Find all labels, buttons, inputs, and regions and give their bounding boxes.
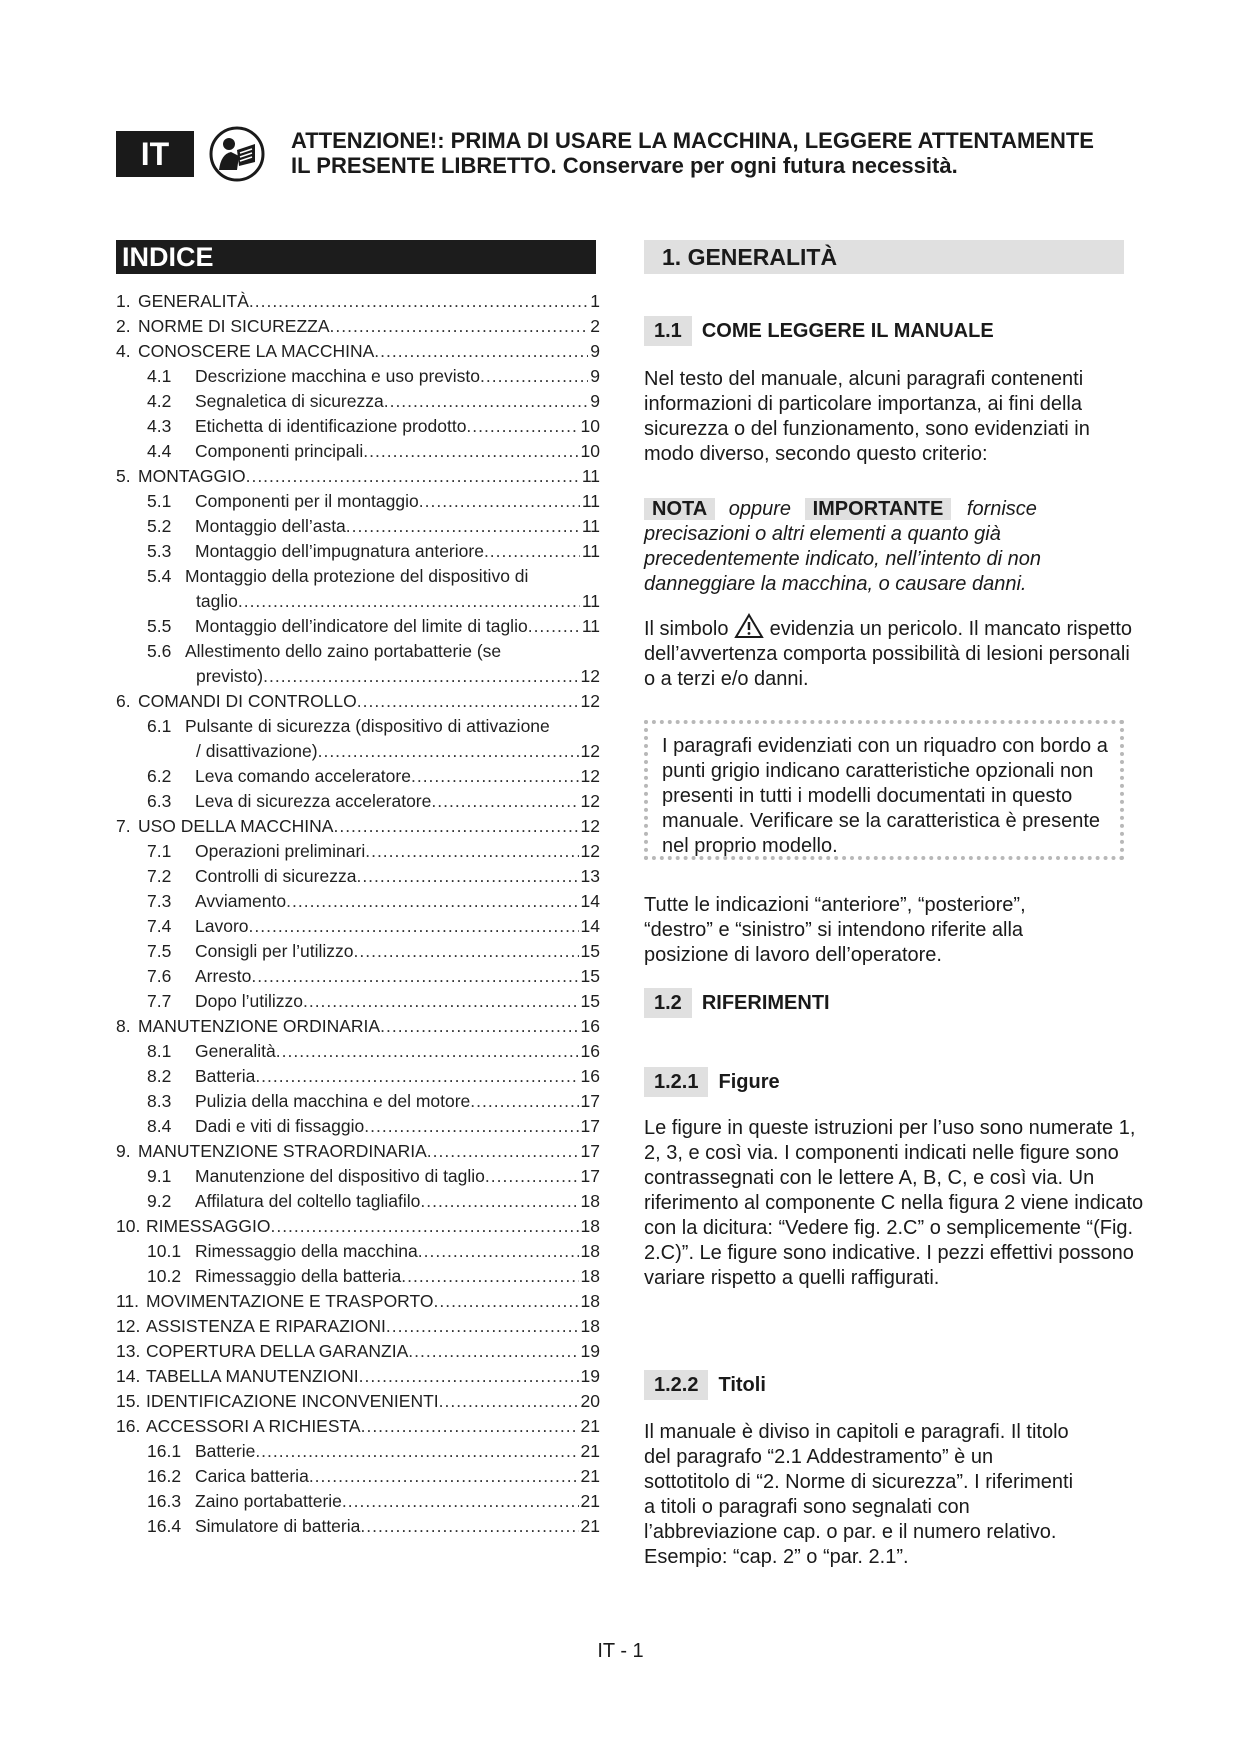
toc-entry-number: 8.2 [147,1066,172,1086]
toc-entry [116,839,600,864]
toc-entry-title: Operazioni preliminari [195,841,366,861]
toc-entry-page: 17 [580,1116,600,1136]
nota-paragraph [644,497,1134,597]
toc-entry-number: 4.3 [147,416,172,436]
toc-entry-number: 7.5 [147,941,172,961]
toc-entry [116,389,600,414]
toc-entry-number: 4. [116,341,131,361]
toc-entry-title: Montaggio dell’impugnatura anteriore [195,541,484,561]
toc-entry-title: Lavoro [195,916,249,936]
toc-entry-number: 10.2 [147,1266,182,1286]
toc-entry-title: CONOSCERE LA MACCHINA [138,341,375,361]
toc-entry-number: 16.2 [147,1466,182,1486]
toc-entry-page: 11 [581,491,600,511]
toc-entry-number: 5.2 [147,516,172,536]
toc-leader-dots [528,614,580,639]
toc-entry-title: Manutenzione del dispositivo di taglio [195,1166,485,1186]
toc-leader-dots [401,1264,578,1289]
toc-leader-dots [411,764,579,789]
toc-entry-page: 11 [581,541,600,561]
toc-leader-dots [431,789,578,814]
toc-entry-page: 11 [581,591,600,611]
toc-leader-dots [342,1489,579,1514]
toc-entry-number: 13. [116,1341,141,1361]
toc-leader-dots [363,439,578,464]
toc-entry [116,1014,600,1039]
toc-entry-page: 10 [580,416,600,436]
toc-entry-number: 8. [116,1016,131,1036]
toc-entry-page: 17 [580,1141,600,1161]
toc-entry-number: 2. [116,316,131,336]
toc-entry-number: 4.2 [147,391,172,411]
toc-entry-number: 14. [116,1366,141,1386]
toc-entry [116,989,600,1014]
toc-entry-number: 9.2 [147,1191,172,1211]
toc-entry-title: MONTAGGIO [138,466,246,486]
toc-entry-title: Pulizia della macchina e del motore [195,1091,471,1111]
toc-entry [116,864,600,889]
toc-entry-title: COMANDI DI CONTROLLO [138,691,357,711]
toc-entry-title: Affilatura del coltello tagliafilo [195,1191,421,1211]
toc-leader-dots [364,1114,578,1139]
toc-entry-title: Componenti per il montaggio [195,491,419,511]
toc-entry-title: Batterie [195,1441,256,1461]
toc-entry [116,364,600,389]
nota-text-rest: precisazioni o altri elementi a quanto già precedentemente indicato, nell’intento di non danneggiare la macchina, o causare danni. [644,523,1041,595]
page-number: IT - 1 [597,1640,644,1662]
symbol-text-after: evidenzia un pericolo. Il mancato rispetto dell’avvertenza comporta possibilità di lesioni personali o a terzi e/o danni. [644,618,1133,690]
toc-entry-number: 6.3 [147,791,172,811]
toc-leader-dots [255,1064,578,1089]
toc-entry-page: 2 [590,316,600,336]
directions-paragraph: Tutte le indicazioni “anteriore”, “posteriore”, “destro” e “sinistro” si intendono riferite alla posizione di lavoro dell’operatore. [644,894,1026,966]
subsection-number: 1.1 [644,316,692,346]
toc-leader-dots [318,739,579,764]
toc-entry-number: 7.6 [147,966,172,986]
toc-leader-dots [427,1139,579,1164]
read-manual-icon [209,126,265,182]
toc-entry [116,1439,600,1464]
toc-leader-dots [466,414,578,439]
toc-leader-dots [484,539,580,564]
symbol-text-before: Il simbolo [644,618,729,640]
toc-leader-dots [309,1464,579,1489]
toc-entry-page: 13 [580,866,600,886]
toc-entry-title: Controlli di sicurezza [195,866,357,886]
toc-entry [116,714,600,764]
toc-entry [116,689,600,714]
toc-leader-dots [251,964,578,989]
toc-leader-dots [246,464,580,489]
toc-entry-title: GENERALITÀ [138,291,249,311]
toc-leader-dots [286,889,578,914]
subsection-title: COME LEGGERE IL MANUALE [701,319,994,342]
toc-leader-dots [333,814,578,839]
toc-entry-title: Dadi e viti di fissaggio [195,1116,365,1136]
toc-entry [116,289,600,314]
oppure-word: oppure [728,498,792,520]
toc-entry-page: 1 [590,291,600,311]
toc-entry-title: Consigli per l’utilizzo [195,941,354,961]
toc-entry-page: 16 [580,1066,600,1086]
intro-paragraph: Nel testo del manuale, alcuni paragrafi contenenti informazioni di particolare importanza, ai fini della sicurezza o del funzionamento, sono evidenziati in modo diverso, secondo questo criterio: [644,368,1090,465]
toc-entry-page: 16 [580,1016,600,1036]
toc-entry-page: 15 [580,966,600,986]
toc-entry [116,914,600,939]
toc-leader-dots [249,289,588,314]
toc-entry-page: 11 [581,466,600,486]
toc-entry [116,939,600,964]
toc-entry-number: 7.7 [147,991,172,1011]
language-badge: IT [116,131,194,177]
toc-entry-number: 5.4 [147,566,172,586]
danger-triangle-icon [734,613,764,639]
toc-entry-title: Carica batteria [195,1466,309,1486]
toc-entry-number: 16. [116,1416,141,1436]
toc-entry [116,789,600,814]
warning-line-2: IL PRESENTE LIBRETTO. Conservare per ogni futura necessità. [291,153,958,178]
toc-leader-dots [470,1089,578,1114]
toc-entry-title: COPERTURA DELLA GARANZIA [146,1341,409,1361]
toc-leader-dots [356,864,578,889]
toc-entry [116,514,600,539]
toc-entry-title-continued: taglio [196,591,238,611]
toc-entry-number: 5.3 [147,541,172,561]
toc-entry-page: 9 [590,366,600,386]
toc-entry [116,1239,600,1264]
toc-entry [116,964,600,989]
figure-paragraph: Le figure in queste istruzioni per l’uso sono numerate 1, 2, 3, e così via. I componenti indicati nelle figure sono contrassegnati con le lettere A, B, C, e così via. Un riferimento al componente C nella figura 2 viene indicato con la dicitura: “Vedere fig. 2.C” o semplicemente “(Fig. 2.C)”. Le figure sono indicative. I pezzi effettivi possono variare rispetto a quelli raffigurati. [644,1117,1144,1289]
toc-leader-dots [255,1439,578,1464]
toc-entry [116,1189,600,1214]
toc-entry-number: 6.1 [147,716,172,736]
subsection-title: Figure [718,1070,780,1093]
toc-leader-dots [420,1189,578,1214]
toc-leader-dots [263,664,578,689]
toc-entry-page: 12 [580,816,600,836]
toc-entry-number: 7. [116,816,131,836]
toc-entry [116,414,600,439]
toc-entry-page: 12 [580,691,600,711]
toc-entry [116,1414,600,1439]
toc-entry-page: 18 [580,1316,600,1336]
toc-leader-dots [330,314,589,339]
subsection-number: 1.2.2 [644,1370,708,1400]
toc-entry [116,1364,600,1389]
toc-entry-number: 5.1 [147,491,172,511]
toc-entry-page: 20 [580,1391,600,1411]
nota-label: NOTA [644,498,715,520]
toc-entry-title: Generalità [195,1041,276,1061]
subsection-1-2-1-heading [644,1067,780,1097]
toc-entry-title: Arresto [195,966,252,986]
toc-leader-dots [434,1289,579,1314]
toc-entry [116,1264,600,1289]
toc-leader-dots [249,914,579,939]
toc-leader-dots [380,1014,578,1039]
toc-entry [116,1164,600,1189]
toc-leader-dots [374,339,588,364]
toc-entry-number: 6. [116,691,131,711]
index-title: INDICE [116,240,596,274]
toc-entry-page: 17 [580,1166,600,1186]
toc-entry-title: Montaggio dell’indicatore del limite di taglio [195,616,528,636]
toc-entry-page: 9 [590,391,600,411]
toc-entry-title: Rimessaggio della batteria [195,1266,402,1286]
toc-entry-title: Montaggio dell’asta [195,516,346,536]
subsection-number: 1.2 [644,988,692,1018]
toc-entry [116,1089,600,1114]
toc-entry-number: 10.1 [147,1241,182,1261]
toc-leader-dots [354,939,579,964]
toc-entry [116,464,600,489]
header-warning [291,128,1171,178]
toc-leader-dots [485,1164,579,1189]
toc-entry-page: 10 [580,441,600,461]
toc-entry-page: 21 [580,1466,600,1486]
toc-entry-title: Montaggio della protezione del dispositivo di [185,566,529,586]
toc-entry [116,1314,600,1339]
toc-entry-title: IDENTIFICAZIONE INCONVENIENTI [146,1391,439,1411]
toc-entry [116,1389,600,1414]
subsection-number: 1.2.1 [644,1067,708,1097]
toc-entry-number: 7.3 [147,891,172,911]
toc-entry [116,889,600,914]
toc-entry-page: 21 [580,1516,600,1536]
toc-entry-title: MOVIMENTAZIONE E TRASPORTO [146,1291,434,1311]
toc-entry-title: MANUTENZIONE ORDINARIA [138,1016,381,1036]
toc-entry-title: TABELLA MANUTENZIONI [146,1366,359,1386]
subsection-title: RIFERIMENTI [701,991,830,1014]
toc-entry-number: 8.3 [147,1091,172,1111]
table-of-contents [116,289,600,1539]
toc-entry-page: 12 [580,666,600,686]
toc-entry [116,614,600,639]
toc-entry [116,1489,600,1514]
toc-entry [116,814,600,839]
toc-entry [116,539,600,564]
toc-entry-number: 6.2 [147,766,172,786]
toc-entry-number: 10. [116,1216,141,1236]
toc-entry-number: 8.1 [147,1041,172,1061]
toc-entry-number: 5. [116,466,131,486]
toc-entry-page: 16 [580,1041,600,1061]
toc-entry-page: 18 [580,1216,600,1236]
toc-entry-page: 11 [581,516,600,536]
toc-leader-dots [480,364,588,389]
toc-entry-title: Zaino portabatterie [195,1491,342,1511]
toc-entry [116,1289,600,1314]
importante-label: IMPORTANTE [805,498,952,520]
toc-entry-page: 9 [590,341,600,361]
toc-leader-dots [419,489,580,514]
toc-entry-title: Segnaletica di sicurezza [195,391,384,411]
toc-entry-title: Dopo l’utilizzo [195,991,303,1011]
toc-leader-dots [408,1339,578,1364]
toc-entry-title-continued: / disattivazione) [196,741,318,761]
toc-entry-number: 5.6 [147,641,172,661]
toc-entry-page: 11 [581,616,600,636]
toc-entry-page: 18 [580,1266,600,1286]
toc-entry-number: 16.4 [147,1516,182,1536]
toc-entry-page: 15 [580,991,600,1011]
toc-entry-number: 7.2 [147,866,172,886]
toc-entry-title: RIMESSAGGIO [146,1216,271,1236]
toc-leader-dots [238,589,580,614]
toc-entry [116,489,600,514]
toc-entry-number: 12. [116,1316,141,1336]
subsection-title: Titoli [718,1373,766,1396]
toc-entry-number: 8.4 [147,1116,172,1136]
toc-entry [116,1214,600,1239]
toc-entry [116,439,600,464]
subsection-1-2-2-heading [644,1370,766,1400]
toc-leader-dots [384,389,589,414]
toc-leader-dots [365,839,578,864]
toc-entry-number: 9. [116,1141,131,1161]
toc-entry-number: 5.5 [147,616,172,636]
toc-entry-title: NORME DI SICUREZZA [138,316,330,336]
toc-entry-title: ACCESSORI A RICHIESTA [146,1416,361,1436]
toc-entry-title: Simulatore di batteria [195,1516,361,1536]
toc-entry-title: Etichetta di identificazione prodotto [195,416,467,436]
toc-entry-page: 12 [580,791,600,811]
toc-entry-title: ASSISTENZA E RIPARAZIONI [146,1316,386,1336]
toc-leader-dots [303,989,579,1014]
toc-entry-page: 18 [580,1191,600,1211]
toc-entry-page: 14 [580,916,600,936]
toc-leader-dots [439,1389,579,1414]
titoli-paragraph: Il manuale è diviso in capitoli e paragrafi. Il titolo del paragrafo “2.1 Addestramento” è un sottotitolo di “2. Norme di sicurezza”. I riferimenti a titoli o paragrafi sono segnalati con l’abbreviazione cap. o par. e il numero relativo. Esempio: “cap. 2” o “par. 2.1”. [644,1421,1074,1568]
toc-entry-title: MANUTENZIONE STRAORDINARIA [138,1141,427,1161]
toc-entry-page: 17 [580,1091,600,1111]
toc-entry-number: 9.1 [147,1166,172,1186]
subsection-1-2-heading [644,988,830,1018]
toc-entry-number: 11. [116,1291,140,1311]
toc-leader-dots [360,1514,578,1539]
toc-entry-page: 14 [580,891,600,911]
toc-entry-title: Allestimento dello zaino portabatterie (se [185,641,502,661]
toc-entry-number: 4.4 [147,441,172,461]
toc-entry-title: Leva comando acceleratore [195,766,411,786]
toc-entry-page: 12 [580,741,600,761]
toc-entry [116,1064,600,1089]
toc-entry-page: 15 [580,941,600,961]
toc-leader-dots [270,1214,578,1239]
toc-entry-page: 19 [580,1366,600,1386]
toc-entry [116,314,600,339]
toc-leader-dots [386,1314,579,1339]
toc-entry-title: Pulsante di sicurezza (dispositivo di attivazione [185,716,550,736]
toc-entry-page: 12 [580,841,600,861]
toc-entry-page: 12 [580,766,600,786]
toc-entry-title: Rimessaggio della macchina [195,1241,418,1261]
toc-entry-page: 19 [580,1341,600,1361]
toc-entry-number: 7.4 [147,916,172,936]
toc-entry-title: Descrizione macchina e uso previsto [195,366,480,386]
toc-entry [116,639,600,689]
toc-leader-dots [357,689,579,714]
toc-entry [116,1039,600,1064]
toc-entry [116,1139,600,1164]
nota-text-start: fornisce [966,498,1037,520]
toc-entry [116,1114,600,1139]
toc-entry-number: 1. [116,291,131,311]
toc-leader-dots [361,1414,579,1439]
toc-entry [116,1339,600,1364]
toc-entry [116,564,600,614]
subsection-1-1-heading [644,316,994,346]
toc-entry [116,339,600,364]
toc-entry-number: 7.1 [147,841,172,861]
toc-entry-page: 18 [580,1241,600,1261]
toc-entry [116,1514,600,1539]
toc-entry-title: Componenti principali [195,441,364,461]
toc-leader-dots [359,1364,579,1389]
danger-symbol-paragraph [644,613,1134,692]
toc-entry [116,764,600,789]
toc-entry-number: 4.1 [147,366,172,386]
toc-entry [116,1464,600,1489]
toc-entry-page: 21 [580,1491,600,1511]
toc-leader-dots [418,1239,579,1264]
toc-entry-title: Batteria [195,1066,256,1086]
optional-features-note: I paragrafi evidenziati con un riquadro con bordo a punti grigio indicano caratteristiche opzionali non presenti in tutti i modelli documentati in questo manuale. Verificare se la caratteristica è presente nel proprio modello. [644,720,1124,860]
toc-leader-dots [346,514,580,539]
toc-leader-dots [276,1039,579,1064]
toc-entry-title: Avviamento [195,891,287,911]
toc-entry-page: 18 [580,1291,600,1311]
toc-entry-number: 16.1 [147,1441,182,1461]
toc-entry-title: Leva di sicurezza acceleratore [195,791,432,811]
toc-entry-number: 16.3 [147,1491,182,1511]
toc-entry-title-continued: previsto) [196,666,264,686]
toc-entry-number: 15. [116,1391,141,1411]
toc-entry-title: USO DELLA MACCHINA [138,816,334,836]
section-title: 1. GENERALITÀ [644,240,1124,274]
warning-line-1: ATTENZIONE!: PRIMA DI USARE LA MACCHINA, LEGGERE ATTENTAMENTE [291,128,1094,153]
toc-entry-page: 21 [580,1441,600,1461]
toc-entry-page: 21 [580,1416,600,1436]
